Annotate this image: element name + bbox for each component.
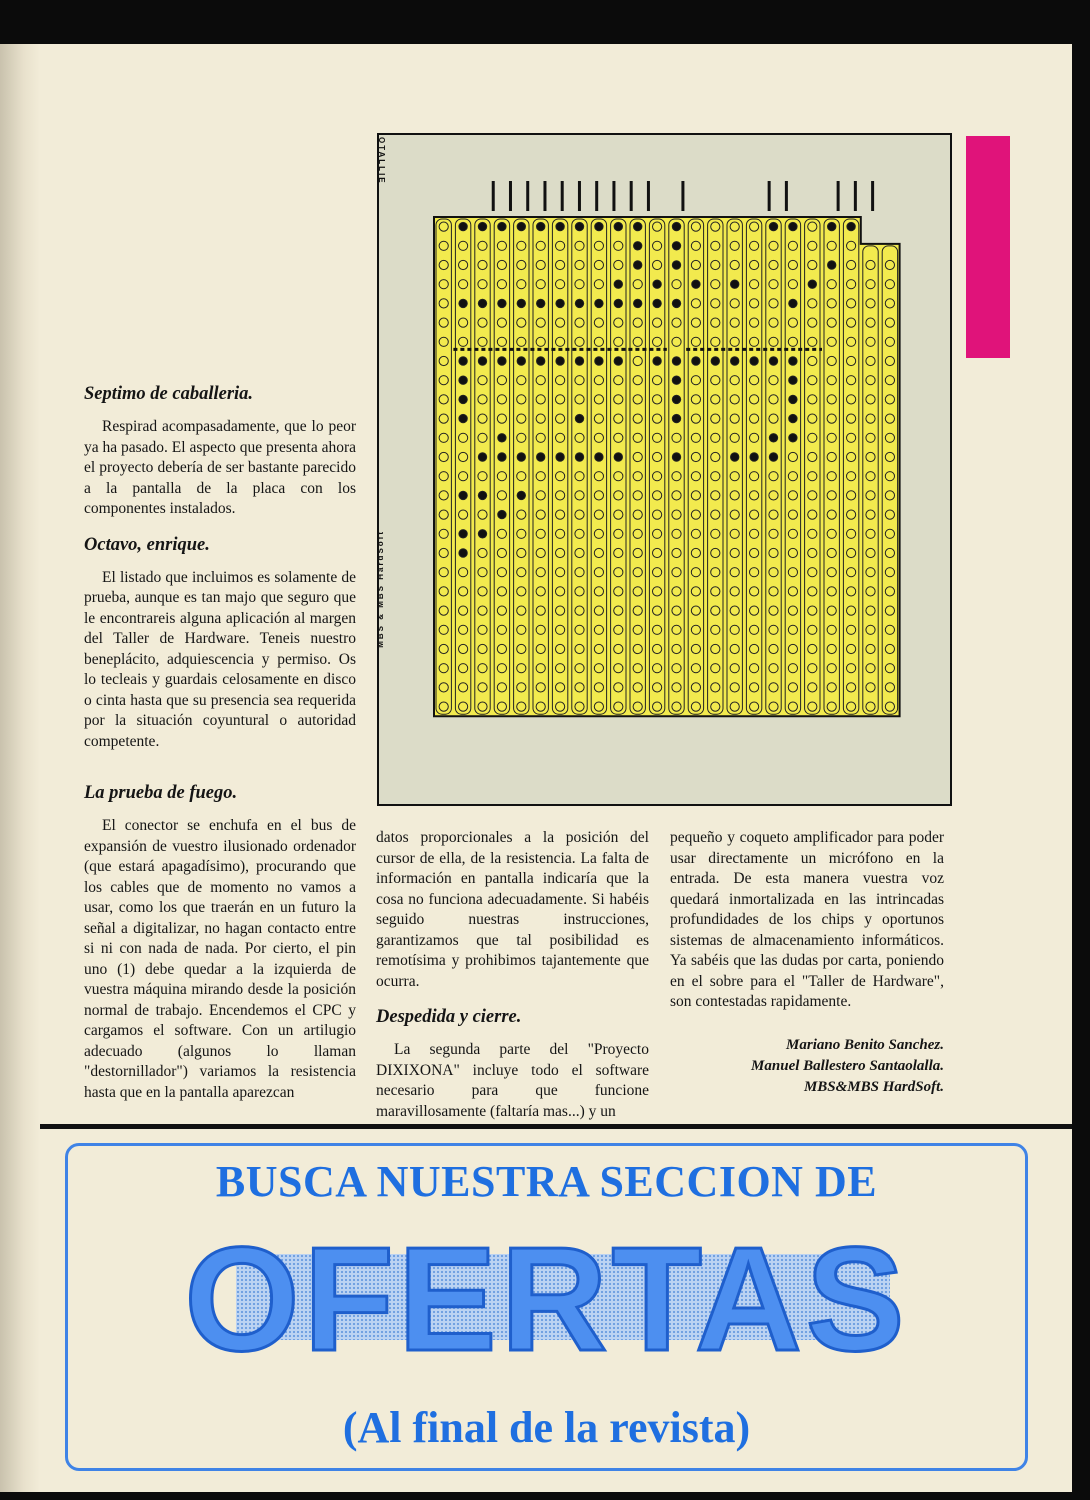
solder-point: [672, 261, 680, 269]
column-2: [376, 828, 649, 1126]
paragraph-octavo: El listado que incluimos es solamente de prueba, aunque es tan majo que seguro que le encontrareis alguna aplicación al margen del Taller de Hardware. Teneis nuestro beneplácito, adquiescencia y permiso. Os lo tecleais y guardais celosamente en disco o cinta hasta que su presencia sea requerida por la situación coyuntural o autoridad competente.: [84, 568, 356, 750]
connector-pin: [647, 181, 650, 211]
solder-point: [769, 222, 777, 230]
solder-point: [692, 280, 700, 288]
solder-point: [789, 222, 797, 230]
paragraph-septimo: Respirad acompasadamente, que lo peor ya ha pasado. El aspecto que presenta ahora el proyecto debería de ser bastante parecido a la pantalla de la placa con los componentes instalados.: [84, 418, 356, 517]
solder-point: [537, 453, 545, 461]
solder-point: [575, 299, 583, 307]
author-signature: [670, 1035, 944, 1098]
solder-point: [459, 395, 467, 403]
solder-point: [459, 222, 467, 230]
connector-pin: [509, 181, 512, 211]
solder-point: [459, 530, 467, 538]
ofertas-advert: [65, 1143, 1028, 1471]
solder-point: [459, 357, 467, 365]
solder-point: [789, 376, 797, 384]
solder-point: [672, 395, 680, 403]
connector-pin: [578, 181, 581, 211]
solder-point: [478, 491, 486, 499]
solder-point: [672, 376, 680, 384]
connector-pin: [871, 181, 874, 211]
solder-point: [595, 357, 603, 365]
stripboard-drawing: [379, 135, 954, 808]
solder-point: [478, 357, 486, 365]
author-3: MBS&MBS HardSoft.: [803, 1078, 944, 1095]
solder-point: [575, 453, 583, 461]
solder-point: [537, 299, 545, 307]
solder-point: [459, 549, 467, 557]
solder-point: [498, 434, 506, 442]
solder-point: [750, 453, 758, 461]
solder-point: [672, 299, 680, 307]
advert-headline: BUSCA NUESTRA SECCION DE: [215, 1157, 878, 1206]
connector-pin: [526, 181, 529, 211]
solder-point: [789, 395, 797, 403]
solder-point: [614, 280, 622, 288]
connector-pin: [561, 181, 564, 211]
solder-point: [459, 376, 467, 384]
solder-point: [556, 222, 564, 230]
solder-point: [595, 299, 603, 307]
solder-point: [711, 357, 719, 365]
author-2: Manuel Ballestero Santaolalla.: [751, 1057, 944, 1074]
solder-point: [653, 357, 661, 365]
solder-point: [595, 453, 603, 461]
connector-pin: [630, 181, 633, 211]
solder-point: [731, 453, 739, 461]
solder-point: [769, 357, 777, 365]
solder-point: [537, 222, 545, 230]
solder-point: [517, 453, 525, 461]
solder-point: [498, 510, 506, 518]
solder-point: [789, 434, 797, 442]
solder-point: [556, 299, 564, 307]
figure-label-bottom: MBS & MBS HardSoft: [376, 530, 385, 648]
solder-point: [634, 222, 642, 230]
solder-point: [459, 414, 467, 422]
heading-septimo: Septimo de caballeria.: [84, 384, 254, 404]
column-1-top: [84, 383, 356, 756]
solder-point: [808, 280, 816, 288]
solder-point: [769, 453, 777, 461]
solder-point: [478, 530, 486, 538]
solder-point: [653, 280, 661, 288]
solder-point: [634, 242, 642, 250]
solder-point: [731, 280, 739, 288]
solder-point: [517, 491, 525, 499]
connector-pin: [492, 181, 495, 211]
solder-point: [478, 299, 486, 307]
solder-point: [789, 357, 797, 365]
connector-pin: [612, 181, 615, 211]
column-1-bottom: [84, 783, 356, 1107]
solder-point: [517, 299, 525, 307]
solder-point: [731, 357, 739, 365]
solder-point: [498, 222, 506, 230]
solder-point: [498, 357, 506, 365]
connector-pin: [543, 181, 546, 211]
advert-ofertas-word: OFERTAS: [184, 1217, 909, 1382]
solder-point: [789, 299, 797, 307]
column-3: [670, 828, 944, 1098]
connector-pin: [785, 181, 788, 211]
board-outline: [434, 217, 900, 716]
solder-point: [614, 299, 622, 307]
solder-point: [614, 222, 622, 230]
solder-point: [478, 222, 486, 230]
heading-octavo: Octavo, enrique.: [84, 534, 210, 555]
solder-point: [517, 222, 525, 230]
solder-point: [634, 261, 642, 269]
solder-point: [595, 222, 603, 230]
solder-point: [789, 414, 797, 422]
solder-point: [672, 222, 680, 230]
author-1: Mariano Benito Sanchez.: [786, 1036, 944, 1053]
solder-point: [847, 222, 855, 230]
paragraph-despedida: La segunda parte del "Proyecto DIXIXONA" incluye todo el software necesario para que funcione maravillosamente (faltaría mas...) y un: [376, 1041, 649, 1120]
solder-point: [498, 453, 506, 461]
solder-point: [828, 261, 836, 269]
heading-prueba: La prueba de fuego.: [84, 783, 238, 803]
solder-point: [672, 357, 680, 365]
solder-point: [653, 299, 661, 307]
solder-point: [672, 453, 680, 461]
solder-point: [672, 242, 680, 250]
solder-point: [556, 453, 564, 461]
solder-point: [478, 453, 486, 461]
solder-point: [672, 414, 680, 422]
solder-point: [828, 222, 836, 230]
connector-pin: [595, 181, 598, 211]
solder-point: [459, 491, 467, 499]
paragraph-prueba: El conector se enchufa en el bus de expansión de vuestro ilusionado ordenador (que estará apagadísimo), procurando que los cables que de momento no vamos a usar, como los que traerán en un futuro la señal a digitalizar, no hagan contacto entre si ni con nada de nada. Por cierto, el pin uno (1) debe quedar a la izquierda de vuestra máquina mirando desde la posición normal de trabajo. Encendemos el CPC y cargamos el software. Con un artilugio adecuado (algunos lo llaman "destornillador") variamos la resistencia hasta que en la pantalla aparezcan: [84, 817, 356, 1101]
connector-pin: [681, 181, 684, 211]
solder-point: [692, 357, 700, 365]
connector-pin: [837, 181, 840, 211]
solder-point: [634, 299, 642, 307]
solder-point: [614, 357, 622, 365]
connector-pin: [768, 181, 771, 211]
advert-footer: (Al final de la revista): [342, 1403, 751, 1452]
solder-point: [614, 453, 622, 461]
solder-point: [537, 357, 545, 365]
solder-point: [769, 434, 777, 442]
solder-point: [575, 357, 583, 365]
section-color-tab: [966, 136, 1010, 358]
solder-point: [750, 357, 758, 365]
solder-point: [556, 357, 564, 365]
solder-point: [575, 222, 583, 230]
figure-label-top: OTALLIE: [377, 137, 386, 185]
paragraph-col2: datos proporcionales a la posición del cursor de ella, de la resistencia. La falta de información en pantalla indicaría que la cosa no funciona adecuadamente. Si habéis seguido nuestras instrucciones, garantizamos que tal posibilidad es remotísima y prohibimos tajantemente que ocurra.: [376, 829, 649, 990]
connector-pin: [854, 181, 857, 211]
section-divider: [40, 1124, 1072, 1129]
solder-point: [575, 414, 583, 422]
solder-point: [459, 299, 467, 307]
circuit-board-figure: [377, 133, 952, 806]
heading-despedida: Despedida y cierre.: [376, 1007, 522, 1027]
solder-point: [498, 299, 506, 307]
paragraph-col3: pequeño y coqueto amplificador para poder usar directamente un micrófono en la entrada. De esta manera vuestra voz quedará inmortalizada en las intrincadas profundidades de los chips y oportunos sistemas de almacenamiento informáticos. Ya sabéis que las dudas por carta, poniendo en el sobre para el "Taller de Hardware", son contestadas rapidamente.: [670, 829, 944, 1010]
solder-point: [517, 357, 525, 365]
